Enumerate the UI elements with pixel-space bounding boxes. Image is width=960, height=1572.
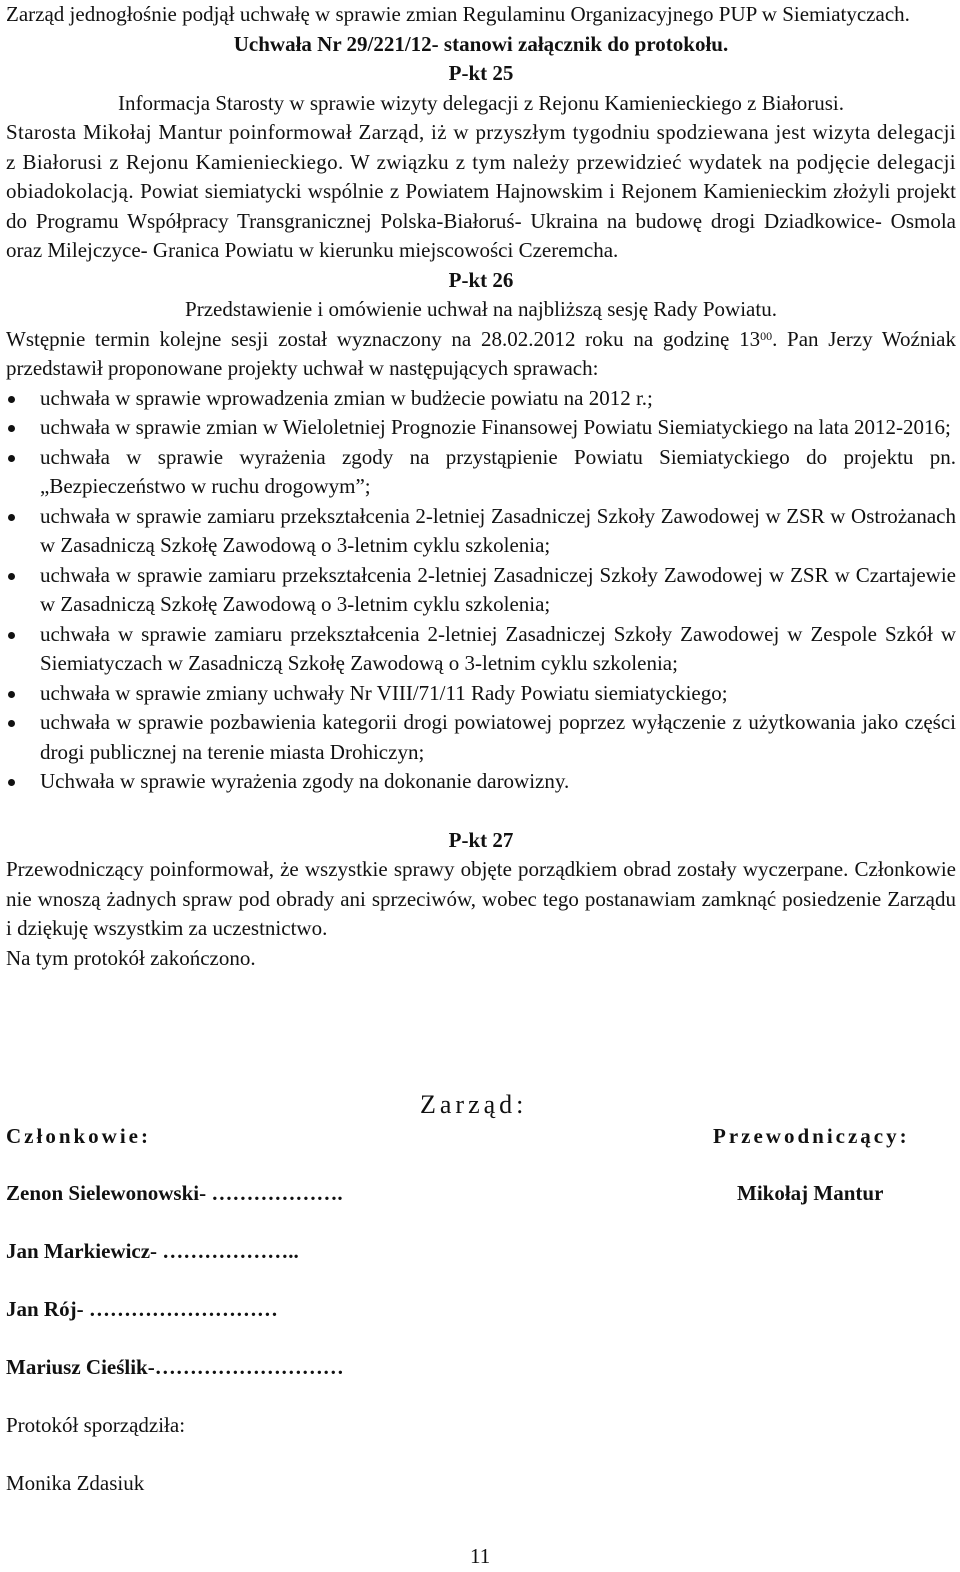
list-item: uchwała w sprawie zamiaru przekształcenia 2-letniej Zasadniczej Szkoły Zawodowej w ZSR w Ostrożanach w Zasadniczą Szkołę Zawodową o 3-letnim cyklu szkolenia; <box>6 502 956 561</box>
item-25-heading: P-kt 25 <box>448 61 514 85</box>
session-time-superscript: 00 <box>760 328 773 343</box>
chair-name: Mikołaj Mantur <box>737 1181 884 1205</box>
members-label: Członkowie: <box>6 1124 151 1148</box>
item-27-paragraph: Przewodniczący poinformował, że wszystkie sprawy objęte porządkiem obrad zostały wyczerpane. Członkowie nie wnoszą żadnych spraw pod obrady ani sprzeciwów, wobec tego postanawiam zamknąć posiedzenie Zarządu i dziękuję wszystkim za uczestnictwo. <box>6 857 956 940</box>
item-25-paragraph <box>6 118 956 266</box>
resolution-list <box>6 384 956 797</box>
list-item: uchwała w sprawie zamiaru przekształcenia 2-letniej Zasadniczej Szkoły Zawodowej w Zespole Szkół w Siemiatyczach w Zasadniczą Szkołę Zawodową o 3-letnim cyklu szkolenia; <box>6 620 956 679</box>
list-item: uchwała w sprawie zmiany uchwały Nr VIII/71/11 Rady Powiatu siemiatyckiego; <box>6 679 956 709</box>
list-item: uchwała w sprawie zmian w Wieloletniej Prognozie Finansowej Powiatu Siemiatyckiego na lata 2012-2016; <box>6 413 956 443</box>
chair-label: Przewodniczący: <box>713 1124 910 1148</box>
item-25-text-1: Starosta Mikołaj Mantur poinformował Zarząd, iż w przyszłym tygodniu spodziewana jest wizyta delegacji z Białorusi z Rejonu Kamienieckiego. W związku z tym należy przewidzieć wydatek na podjęcie delegacji obiadokolacją. <box>6 120 956 203</box>
prepared-by-name: Monika Zdasiuk <box>6 1471 145 1495</box>
session-term-rest: . Pan Jerzy Woźniak przedstawił proponowane projekty uchwał w następujących sprawach: <box>6 326 957 380</box>
member-signature-line: Zenon Sielewonowski- ………………. <box>6 1181 343 1205</box>
session-term-text: Wstępnie termin kolejne sesji został wyznaczony na 28.02.2012 roku na godzinę 13 <box>6 326 761 351</box>
item-25-text-2: Powiat siemiatycki wspólnie z Powiatem Hajnowskim i Rejonem Kamienieckim złożyli projekt do Programu Współpracy Transgranicznej Polska-Białoruś- Ukraina na budowę drogi Dziadkowice- Osmola oraz Milejczyce- Granica Powiatu w kierunku miejscowości Czeremcha. <box>6 179 956 262</box>
page-number: 11 <box>470 1544 491 1568</box>
item-26-heading: P-kt 26 <box>448 267 514 292</box>
blank-line <box>6 797 956 826</box>
item-27-heading: P-kt 27 <box>448 827 514 852</box>
closing-sentence: Na tym protokół zakończono. <box>6 945 256 970</box>
list-item: uchwała w sprawie wprowadzenia zmian w budżecie powiatu na 2012 r.; <box>6 384 956 414</box>
member-signature-line: Mariusz Cieślik-……………………… <box>6 1355 344 1379</box>
list-item: uchwała w sprawie pozbawienia kategorii drogi powiatowej poprzez wyłączenie z użytkowania jako części drogi publicznej na terenie miasta Drohiczyn; <box>6 708 956 767</box>
prepared-by-label: Protokół sporządziła: <box>6 1413 186 1437</box>
item-26-subtitle: Przedstawienie i omówienie uchwał na najbliższą sesję Rady Powiatu. <box>185 297 777 321</box>
member-signature-line: Jan Markiewicz- ……………….. <box>6 1239 299 1263</box>
list-item: uchwała w sprawie wyrażenia zgody na przystąpienie Powiatu Siemiatyckiego do projektu pn. „Bezpieczeństwo w ruchu drogowym”; <box>6 443 956 502</box>
resolution-attachment: Uchwała Nr 29/221/12- stanowi załącznik do protokołu. <box>233 31 729 56</box>
board-title: Zarząd: <box>420 1090 528 1119</box>
resolution-statement: Zarząd jednogłośnie podjął uchwałę w sprawie zmian Regulaminu Organizacyjnego PUP w Siemiatyczach. <box>6 2 910 26</box>
member-signature-line: Jan Rój- ……………………… <box>6 1297 278 1321</box>
protocol-body <box>6 0 956 973</box>
item-25-subtitle: Informacja Starosty w sprawie wizyty delegacji z Rejonu Kamienieckiego z Białorusi. <box>117 90 845 115</box>
item-26-paragraph <box>6 325 956 384</box>
list-item: uchwała w sprawie zamiaru przekształcenia 2-letniej Zasadniczej Szkoły Zawodowej w ZSR w Czartajewie w Zasadniczą Szkołę Zawodową o 3-letnim cyklu szkolenia; <box>6 561 956 620</box>
list-item: Uchwała w sprawie wyrażenia zgody na dokonanie darowizny. <box>6 767 956 797</box>
